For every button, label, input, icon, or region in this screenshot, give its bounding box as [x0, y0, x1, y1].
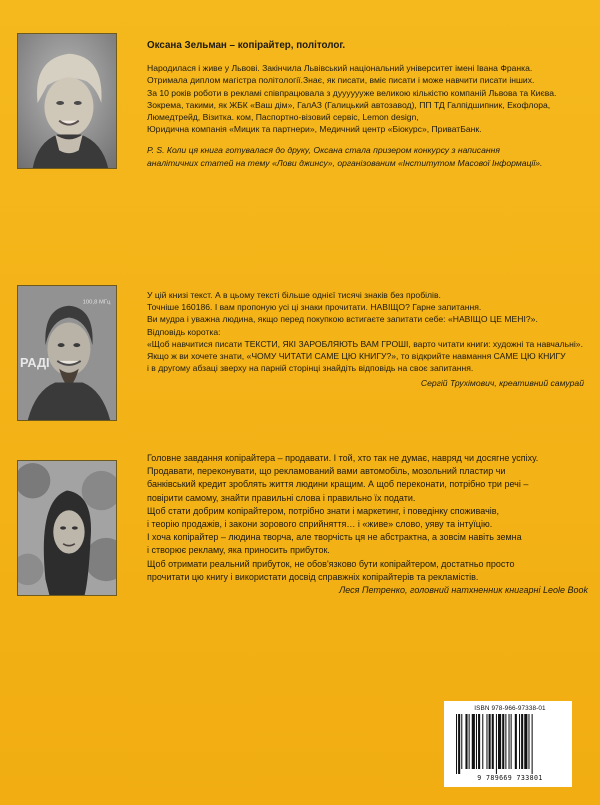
author-title: Оксана Зельман – копірайтер, політолог. — [147, 40, 346, 51]
portrait-photo-oksana — [17, 33, 117, 169]
testimonial-line: Відповідь коротка: — [147, 326, 221, 337]
testimonial-line: У цій книзі текст. А в цьому тексті більше однієї тисячі знаків без пробілів. — [147, 290, 441, 300]
barcode-bar — [472, 714, 475, 769]
isbn-label: ISBN 978-966-97338-01 — [474, 705, 546, 712]
barcode-bar — [469, 714, 470, 769]
testimonial-line: прочитати цю книгу і використати досвід справжніх копірайтерів та рекламістів. — [147, 571, 479, 582]
barcode-bar — [509, 714, 510, 769]
bio-line: За 10 років роботи в рекламі співпрацювала з дууууууже великою кількістю компаній Львова та Києва. — [147, 87, 557, 98]
testimonial-line: Ви мудра і уважна людина, якщо перед покупкою встигаєте запитати себе: «НАВІЩО ЦЕ МЕНІ?». — [147, 314, 538, 325]
barcode-bar — [456, 714, 457, 774]
barcode-bar — [476, 714, 477, 769]
bio-line: Юридична компанія «Мицик та партнери», Медичний центр «Біокурс», ПриватБанк. — [147, 124, 482, 135]
testimonial-signature: Сергій Трухімович, креативний самурай — [420, 378, 584, 389]
barcode-bar — [515, 714, 517, 769]
testimonial-line: повірити самому, знайти правильні слова і правильно їх подати. — [147, 492, 416, 503]
testimonial-line: Точніше 160186. І вам пропоную усі ці знаки прочитати. НАВІЩО? Гарне запитання. — [147, 302, 482, 313]
portrait-image — [18, 34, 116, 168]
barcode-bar — [461, 714, 462, 769]
testimonial-line: і створює рекламу, яка приносить прибуток. — [147, 545, 330, 556]
barcode-bar — [498, 714, 501, 769]
barcode-bar — [482, 714, 483, 769]
barcode-bar — [489, 714, 491, 769]
barcode-bar — [532, 714, 533, 774]
barcode-bar — [478, 714, 480, 769]
testimonial-line: Продавати, переконувати, що рекламований вами автомобіль, мозольний пластир чи — [147, 466, 506, 477]
bio-line: Люмедтрейд, Візитка. ком, Паспортно-візовий сервіс, Lemon design, — [147, 112, 419, 123]
isbn-barcode — [444, 701, 572, 787]
author-bio-section — [147, 40, 587, 169]
barcode-bar — [486, 714, 487, 769]
barcode-digits: 9 789669 733801 — [477, 774, 543, 782]
testimonial-line: і теорію продажів, і закони зорового сприйняття… і «живе» слово, уяву та інтуїцію. — [147, 519, 493, 530]
postscript — [147, 144, 587, 168]
barcode-bar — [458, 714, 460, 774]
testimonial-section-1 — [147, 289, 592, 390]
testimonial-line: Щоб стати добрим копірайтером, потрібно знати і маркетинг, і поведінку споживачів, — [147, 505, 500, 516]
testimonial-signature: Леся Петренко, головний натхненник книгарні Leole Book — [339, 585, 588, 596]
barcode-bar — [496, 714, 497, 774]
portrait-image — [18, 286, 116, 420]
barcode-bar — [505, 714, 506, 769]
barcode-bar — [519, 714, 520, 769]
radio-backdrop-text: РАДІ — [19, 354, 50, 370]
testimonial-line: Головне завдання копірайтера – продавати. І той, хто так не думає, навряд чи досягне успіху. — [147, 453, 539, 463]
portrait-photo-serhiy — [17, 285, 117, 421]
portrait-photo-lesya — [17, 460, 117, 596]
bio-line: Отримала диплом магістра політології.Знає, як писати, вміє писати і може навчити писати інших. — [147, 75, 535, 86]
radio-freq-text: 100,8 МГц — [82, 299, 111, 306]
testimonial-section-2 — [147, 452, 592, 597]
testimonial-line: І хоча копірайтер – людина творча, але творчість ця не абстрактна, а зовсім навіть земна — [147, 532, 522, 543]
testimonial-line: і в другому абзаці зверху на парній сторінці знайдіть відповідь на своє запитання. — [147, 363, 474, 374]
portrait-image — [18, 461, 116, 595]
barcode-bar — [511, 714, 512, 769]
barcode-bar — [502, 714, 504, 769]
barcode-bar — [521, 714, 523, 769]
testimonial-line: Щоб отримати реальний прибуток, не обов'язково бути копірайтером, достатньо просто — [147, 558, 515, 569]
testimonial-line: Якщо ж ви хочете знати, «ЧОМУ ЧИТАТИ САМЕ ЦЮ КНИГУ?», то відкрийте навмання САМЕ ЦЮ КНИГУ — [147, 351, 566, 362]
barcode-bar — [524, 714, 527, 769]
barcode-bar — [465, 714, 467, 769]
testimonial-line: «Щоб навчитися писати ТЕКСТИ, ЯКІ ЗАРОБЛЯЮТЬ ВАМ ГРОШІ, варто читати книги: художні та навчальні». — [147, 338, 583, 349]
barcode-bar — [492, 714, 494, 769]
testimonial-line: банківський кредит зроблять життя людини кращим. А щоб переконати, потрібно три речі – — [147, 479, 529, 490]
barcode-bars — [454, 714, 564, 774]
bio-line: Зокрема, такими, як ЖБК «Ваш дім», ГалАЗ (Галицький автозавод), ПП ТД Галпідшипник, Екофлора, — [147, 99, 551, 110]
ps-line: P. S. Коли ця книга готувалася до друку, Оксана стала призером конкурсу з написання — [147, 145, 500, 156]
bio-line: Народилася і живе у Львові. Закінчила Львівський національний університет імені Івана Франка. — [147, 63, 533, 74]
barcode-bar — [528, 714, 529, 769]
ps-line: аналітичних статей на тему «Лови джинсу», організованим «Інститутом Масової Інформації». — [147, 157, 543, 168]
